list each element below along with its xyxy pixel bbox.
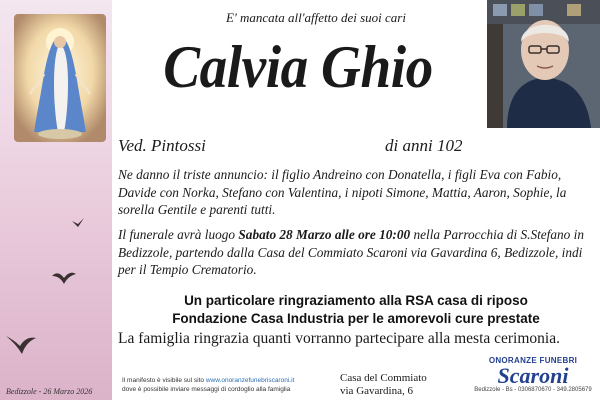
special-thanks — [112, 292, 600, 328]
publication-date: Bedizzole - 26 Marzo 2026 — [6, 387, 93, 396]
family-thanks: La famiglia ringrazia quanti vorranno partecipare alla mesta cerimonia. — [118, 330, 560, 347]
bird-icon — [52, 270, 76, 286]
logo-contacts: Bedizzole - Bs - 0306870670 - 349.2805679 — [474, 387, 592, 393]
funeral-text — [118, 226, 594, 279]
address-line-1: Casa del Commiato — [340, 372, 427, 384]
header-line: E' mancata all'affetto dei suoi cari — [226, 10, 406, 25]
logo-brand: Scaroni — [497, 363, 569, 388]
madonna-image — [14, 14, 106, 142]
deceased-name: Calvia Ghio — [163, 34, 433, 100]
funeral-prefix: Il funerale avrà luogo — [118, 227, 239, 242]
age: di anni 102 — [385, 136, 463, 155]
bird-icon — [6, 332, 36, 356]
deceased-portrait — [487, 0, 600, 128]
website-link[interactable]: www.onoranzefunebriscaroni.it — [205, 377, 295, 384]
announcement-text: Ne danno il triste annuncio: il figlio Andreino con Donatella, i figli Eva con Fabio, Davide con Norka, Stefano con Valentina, i nipoti Simone, Mattia, Aaron, Sophie, la sorella Gentile e parenti tutti. — [118, 167, 567, 217]
funeral-suffix: nella Parrocchia di S.Stefano in Bedizzole, partendo dalla Casa del Commiato Scaroni via Gavardina 6, Bedizzole, indi per il Tempio Crematorio. — [118, 227, 584, 277]
address-line-2: via Gavardina, 6 — [340, 385, 413, 397]
thanks-line-2: Fondazione Casa Industria per le amorevoli cure prestate — [172, 311, 540, 326]
thanks-line-1: Un particolare ringraziamento alla RSA casa di riposo — [184, 293, 528, 308]
bird-icon — [72, 218, 84, 228]
logo-top-text: ONORANZE FUNEBRI — [488, 356, 578, 365]
manifest-note — [122, 377, 332, 394]
manifest-suffix: dove è possibile inviare messaggi di cordoglio alla famiglia — [122, 385, 291, 393]
funeral-home-logo — [470, 356, 596, 393]
funeral-home-address — [340, 372, 427, 398]
funeral-date-time: Sabato 28 Marzo alle ore 10:00 — [238, 227, 411, 242]
married-name: Ved. Pintossi — [118, 136, 206, 155]
manifest-prefix: Il manifesto è visibile sul sito — [122, 377, 206, 384]
